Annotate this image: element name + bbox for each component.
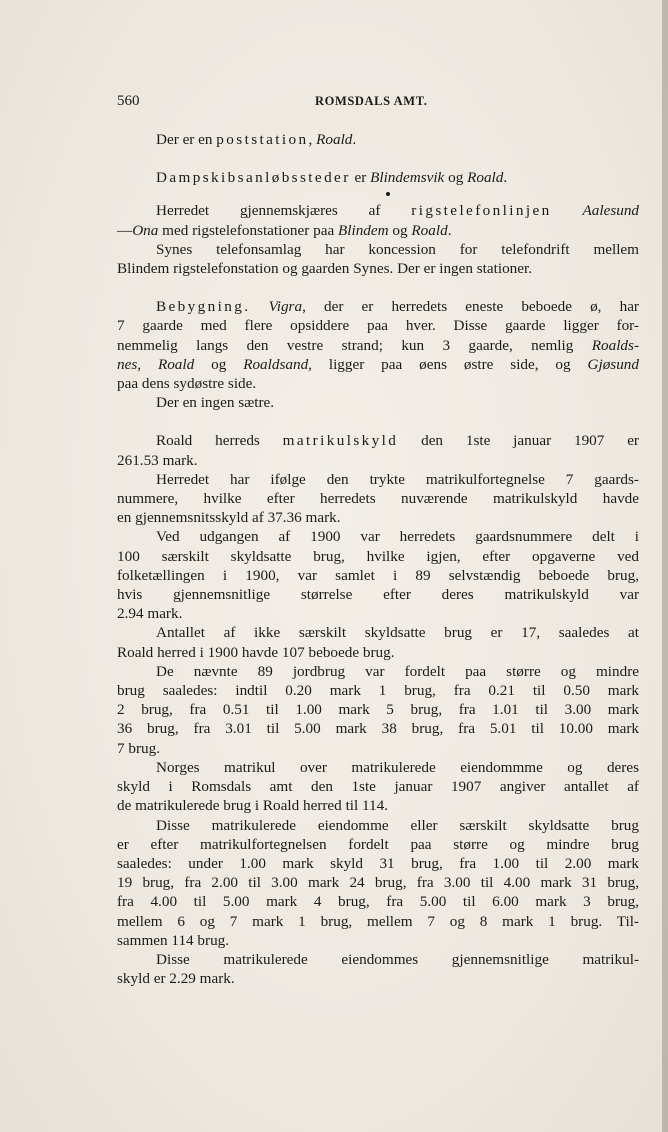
paragraph-gap <box>117 412 639 431</box>
text-line: 100 særskilt skyldsatte brug, hvilke igjen, efter opgaverne ved <box>117 547 639 565</box>
text-line: Roald herreds matrikulskyld den 1ste januar 1907 er <box>156 432 639 450</box>
text-line: hvis gjennemsnitlige størrelse efter deres matrikulskyld var <box>117 586 639 604</box>
text-line: paa dens sydøstre side. <box>117 375 257 393</box>
text-line: fra 4.00 til 5.00 mark 4 brug, fra 5.00 til 6.00 mark 3 brug, <box>117 893 639 911</box>
text-line: Disse matrikulerede eiendomme eller særskilt skyldsatte brug <box>156 816 639 834</box>
text-line: 2 brug, fra 0.51 til 1.00 mark 5 brug, fra 1.01 til 3.00 mark <box>117 701 639 719</box>
text-line: Roald herred i 1900 havde 107 beboede brug. <box>117 643 395 661</box>
text-line: Synes telefonsamlag har koncession for telefondrift mellem <box>156 240 639 258</box>
text-line: 19 brug, fra 2.00 til 3.00 mark 24 brug, fra 3.00 til 4.00 mark 31 brug, <box>117 874 639 892</box>
text-line: 261.53 mark. <box>117 451 198 469</box>
text-line: Dampskibsanløbssteder er Blindemsvik og Roald. <box>156 169 508 187</box>
text-line: skyld i Romsdals amt den 1ste januar 1907 angiver antallet af <box>117 778 639 796</box>
text-line: sammen 114 brug. <box>117 931 230 949</box>
text-line: 36 brug, fra 3.01 til 5.00 mark 38 brug, fra 5.01 til 10.00 mark <box>117 720 639 738</box>
page-body <box>117 130 639 988</box>
text-line: skyld er 2.29 mark. <box>117 970 235 988</box>
text-line: er efter matrikulfortegnelsen fordelt paa større og mindre brug <box>117 835 639 853</box>
text-line: Herredet gjennemskjæres af rigstelefonlinjen Aalesund <box>156 202 640 220</box>
text-line: saaledes: under 1.00 mark skyld 31 brug, fra 1.00 til 2.00 mark <box>117 854 639 872</box>
text-line: Der er en poststation, Roald. <box>156 131 357 148</box>
running-head: ROMSDALS AMT. <box>315 94 428 108</box>
text-line: 7 gaarde med flere opsiddere paa hver. Disse gaarde ligger for- <box>117 317 639 335</box>
text-line: Bebygning. Vigra, der er herredets eneste beboede ø, har <box>156 298 639 316</box>
text-line: Antallet af ikke særskilt skyldsatte brug er 17, saaledes at <box>156 624 639 642</box>
text-line: en gjennemsnitsskyld af 37.36 mark. <box>117 509 341 527</box>
text-line: 7 brug. <box>117 739 161 757</box>
page-header <box>117 93 637 113</box>
text-line: 2.94 mark. <box>117 605 183 623</box>
text-line: Der en ingen sætre. <box>156 394 275 412</box>
page-number: 560 <box>117 93 140 109</box>
paragraph-gap <box>117 278 639 297</box>
text-line: de matrikulerede brug i Roald herred til 114. <box>117 797 389 815</box>
text-line: folketællingen i 1900, var samlet i 89 selvstændig beboede brug, <box>117 566 639 584</box>
page-edge-shadow <box>662 0 668 1132</box>
text-line: De nævnte 89 jordbrug var fordelt paa større og mindre <box>156 662 639 680</box>
text-line: brug saaledes: indtil 0.20 mark 1 brug, fra 0.21 til 0.50 mark <box>117 682 639 700</box>
text-line: Blindem rigstelefonstation og gaarden Synes. Der er ingen stationer. <box>117 260 533 278</box>
text-line: Disse matrikulerede eiendommes gjennemsnitlige matrikul- <box>156 950 639 968</box>
text-line: Norges matrikul over matrikulerede eiendommme og deres <box>156 758 639 776</box>
text-line: —Ona med rigstelefonstationer paa Blindem og Roald. <box>117 221 452 239</box>
text-line: Herredet har ifølge den trykte matrikulfortegnelse 7 gaards- <box>156 470 639 488</box>
paragraph-gap <box>117 149 639 168</box>
text-line: nemmelig langs den vestre strand; kun 3 gaarde, nemlig Roalds- <box>117 336 639 354</box>
text-line: nes, Roald og Roaldsand, ligger paa øens østre side, og Gjøsund <box>117 355 639 373</box>
ink-speck <box>117 187 639 201</box>
text-line: nummere, hvilke efter herredets nuværende matrikulskyld havde <box>117 490 639 508</box>
text-line: mellem 6 og 7 mark 1 brug, mellem 7 og 8 mark 1 brug. Til- <box>117 912 639 930</box>
text-line: Ved udgangen af 1900 var herredets gaardsnummere delt i <box>156 528 639 546</box>
